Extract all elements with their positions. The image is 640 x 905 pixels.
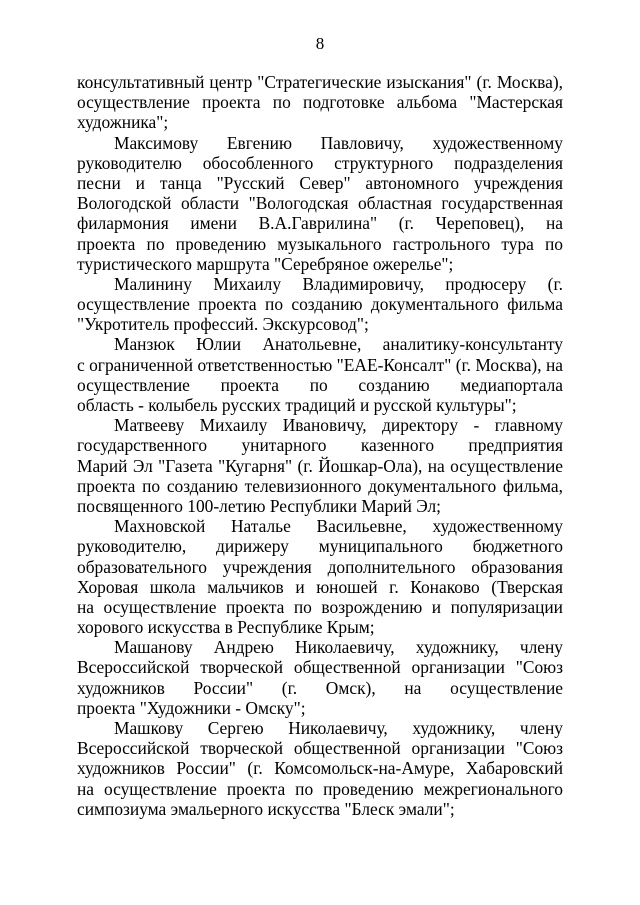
paragraph	[77, 516, 563, 637]
text-line: осуществление проекта по созданию документального фильма	[77, 294, 563, 315]
text-line: хорового искусства в Республике Крым;	[77, 617, 375, 638]
text-line: Всероссийской творческой общественной организации "Союз	[77, 738, 563, 759]
text-line: Максимову Евгению Павловичу, художественному	[114, 132, 563, 153]
text-line: проекта по созданию телевизионного документального фильма,	[77, 475, 563, 496]
text-line: проекта по проведению музыкального гастрольного тура по	[77, 233, 563, 254]
text-line: филармония имени В.А.Гаврилина" (г. Череповец), на	[77, 213, 563, 234]
text-line: область - колыбель русских традиций и русской культуры";	[77, 395, 517, 415]
paragraph	[77, 415, 563, 516]
text-line: Матвееву Михаилу Ивановичу, директору - главному	[114, 415, 563, 436]
text-line: художника";	[77, 112, 169, 133]
text-line: Машкову Сергею Николаевичу, художнику, члену	[114, 718, 563, 738]
text-line: консультативный центр "Стратегические изыскания" (г. Москва),	[77, 72, 563, 92]
paragraph	[77, 72, 563, 133]
text-line: руководителю, дирижеру муниципального бюджетного	[77, 536, 563, 557]
document-body	[77, 72, 563, 819]
paragraph	[77, 334, 563, 415]
text-line: осуществление проекта по созданию медиапортала	[77, 374, 563, 395]
text-line: Хоровая школа мальчиков и юношей г. Конаково (Тверская	[77, 576, 563, 597]
text-line: руководителю обособленного структурного подразделения	[77, 152, 563, 173]
text-line: осуществление проекта по подготовке альбома "Мастерская	[77, 92, 563, 113]
text-line: Махновской Наталье Васильевне, художественному	[114, 516, 563, 537]
text-line: Малинину Михаилу Владимировичу, продюсеру (г.	[114, 273, 563, 294]
text-line: "Укротитель профессий. Экскурсовод";	[77, 314, 369, 335]
text-line: Всероссийской творческой общественной организации "Союз	[77, 657, 563, 678]
text-line: Манзюк Юлии Анатольевне, аналитику-консультанту	[114, 334, 563, 355]
paragraph	[77, 637, 563, 718]
text-line: посвященного 100-летию Республики Марий Эл;	[77, 495, 442, 516]
text-line: образовательного учреждения дополнительного образования	[77, 556, 563, 577]
text-line: государственного унитарного казенного предприятия	[77, 435, 563, 456]
text-line: на осуществление проекта по возрождению и популяризации	[77, 596, 563, 617]
text-line: Машанову Андрею Николаевичу, художнику, члену	[114, 637, 563, 658]
text-line: художников России" (г. Омск), на осуществление	[77, 677, 563, 698]
text-line: Вологодской области "Вологодская областная государственная	[77, 193, 563, 214]
paragraph	[77, 274, 563, 335]
page-number: 8	[315, 34, 325, 53]
text-line: на осуществление проекта по проведению межрегионального	[77, 778, 563, 799]
paragraph	[77, 133, 563, 274]
text-line: с ограниченной ответственностью "ЕАЕ-Консалт" (г. Москва), на	[77, 354, 563, 375]
text-line: проекта "Художники - Омску";	[77, 697, 306, 718]
text-line: туристического маршрута "Серебряное ожерелье";	[77, 253, 454, 274]
paragraph	[77, 718, 563, 819]
text-line: Марий Эл "Газета "Кугарня" (г. Йошкар-Ола), на осуществление	[77, 455, 563, 476]
text-line: художников России" (г. Комсомольск-на-Амуре, Хабаровский	[77, 758, 563, 779]
text-line: песни и танца "Русский Север" автономного учреждения	[77, 172, 563, 193]
text-line: симпозиума эмальерного искусства "Блеск эмали";	[77, 798, 455, 819]
